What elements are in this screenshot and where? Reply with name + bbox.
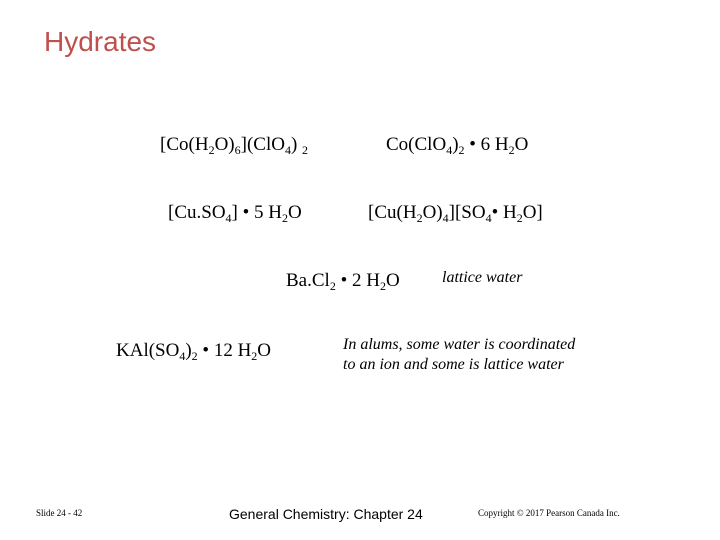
formula-text: KAl(SO	[116, 340, 180, 361]
subscript: 4	[442, 211, 449, 225]
slide-title: Hydrates	[44, 26, 157, 57]
subscript: 4	[485, 211, 492, 225]
formula-text: O	[257, 340, 272, 361]
subscript: 4	[446, 143, 453, 157]
formula-text: Ba.Cl	[286, 270, 330, 291]
formula-text: Co(ClO	[386, 134, 447, 155]
alums-note-line2: to an ion and some is lattice water	[343, 356, 564, 373]
formula-cu-h2o4-so4-h2o	[368, 202, 543, 224]
formula-text: O	[385, 270, 400, 291]
subscript: 2	[416, 211, 423, 225]
formula-text: ][SO	[448, 202, 486, 223]
formula-text: • 12 H	[197, 340, 252, 361]
subscript: 2	[329, 279, 336, 293]
formula-text: )	[452, 134, 459, 155]
subscript: 4	[225, 211, 232, 225]
subscript: 2	[379, 279, 386, 293]
chapter-footer: General Chemistry: Chapter 24	[229, 506, 423, 522]
formula-text: )	[290, 134, 298, 155]
formula-text: O)	[422, 202, 443, 223]
formula-text: O	[288, 202, 302, 223]
formula-kal-so4-2-12h2o	[116, 340, 271, 362]
formula-co-clo4-6h2o	[386, 134, 528, 156]
formula-text: )	[185, 340, 192, 361]
formula-text: • 2 H	[335, 270, 380, 291]
subscript: 4	[179, 349, 186, 363]
formula-text: [Cu(H	[368, 202, 417, 223]
lattice-water-note: lattice water	[442, 269, 523, 286]
copyright-footer: Copyright © 2017 Pearson Canada Inc.	[478, 508, 620, 518]
subscript: 4	[284, 143, 291, 157]
subscript: 6	[234, 143, 241, 157]
formula-text: • 6 H	[464, 134, 509, 155]
subscript: 2	[302, 143, 309, 157]
slide-number: Slide 24 - 42	[36, 508, 83, 518]
formula-text: • H	[491, 202, 517, 223]
formula-text: O)	[214, 134, 235, 155]
alums-note	[343, 335, 575, 375]
subscript: 2	[458, 143, 465, 157]
formula-text: O	[514, 134, 529, 155]
formula-bacl2-2h2o	[286, 270, 400, 292]
alums-note-line1: In alums, some water is coordinated	[343, 336, 576, 353]
formula-cuso4-5h2o	[168, 202, 302, 224]
formula-text: [Co(H	[160, 134, 209, 155]
formula-text: O]	[522, 202, 543, 223]
formula-text: ] • 5 H	[231, 202, 282, 223]
subscript: 2	[251, 349, 258, 363]
subscript: 2	[282, 211, 288, 225]
subscript: 2	[191, 349, 198, 363]
formula-co-h2o6-clo4	[160, 134, 308, 156]
formula-text: ](ClO	[240, 134, 285, 155]
subscript: 2	[516, 211, 523, 225]
subscript: 2	[508, 143, 515, 157]
formula-text: [Cu.SO	[168, 202, 226, 223]
subscript: 2	[208, 143, 215, 157]
